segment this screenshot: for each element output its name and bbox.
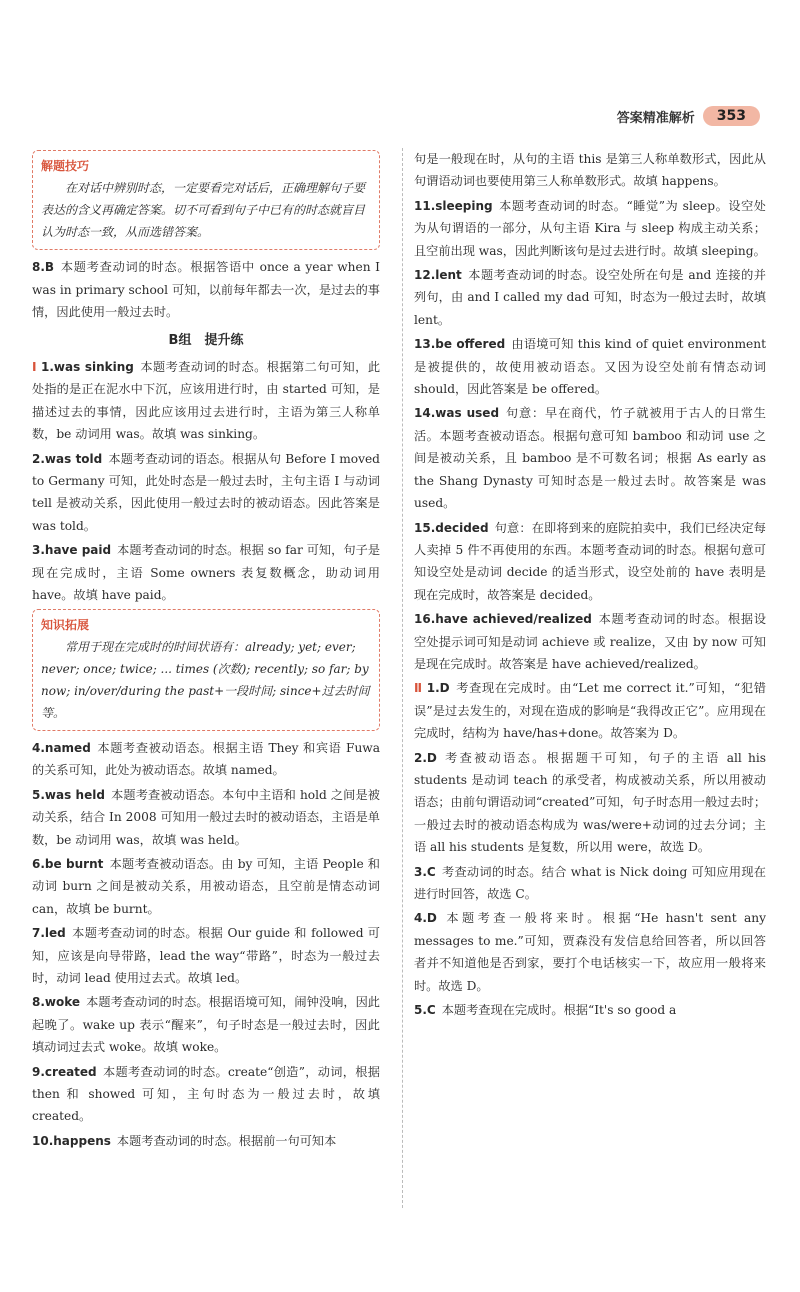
answer-key: 5.was held (32, 787, 105, 802)
answer-key: 15.decided (414, 520, 489, 535)
answer-explanation: 本题考查动词的语态。根据从句 Before I moved to Germany 可知，此处时态是一般过去时，主句主语 I 与动词 tell 是被动关系，因此使用一般过去时的被动语态。因此答案是 was told。 (32, 451, 380, 533)
answer-key: 8.B (32, 260, 55, 275)
answer-key: 3.have paid (32, 543, 112, 558)
answer-item (414, 517, 766, 607)
answer-key: 2.was told (32, 451, 103, 466)
answer-item (414, 747, 766, 859)
column-divider (402, 148, 403, 1208)
answer-item (32, 922, 380, 989)
answer-item (32, 991, 380, 1058)
answer-key: 14.was used (414, 406, 500, 421)
extension-box (32, 609, 380, 731)
answer-key: 13.be offered (414, 337, 506, 352)
answer-explanation: 本题考查动词的时态。根据答语中 once a year when I was in primary school 可知，以前每年都去一次，是过去的事情，因此使用一般过去时。 (32, 260, 380, 320)
answer-item (414, 195, 766, 262)
answer-item (32, 1130, 380, 1152)
extension-title: 知识拓展 (41, 617, 90, 632)
answer-explanation: 考查动词的时态。结合 what is Nick doing 可知应用现在进行时回答，故选 C。 (414, 864, 766, 901)
answer-item (414, 677, 766, 744)
tip-title: 解题技巧 (41, 159, 90, 173)
answer-explanation: 本题考查动词的时态。根据设空处提示词可知是动词 achieve 或 realize，又由 by now 可知是现在完成时。故答案是 have achieved/realized。 (414, 612, 767, 671)
answer-key: 10.happens (32, 1133, 111, 1148)
answer-key: 6.be burnt (32, 856, 104, 871)
answer-explanation: 本题考查动词的时态。create“创造”，动词，根据 then 和 showed 可知，主句时态为一般过去时，故填 created。 (32, 1064, 380, 1124)
section-numeral: Ⅱ (414, 681, 423, 696)
answer-item (32, 539, 380, 606)
tip-text: 在对话中辨别时态，一定要看完对话后，正确理解句子要表达的含义再确定答案。切不可看到句子中已有的时态就盲目认为时态一致，从而选错答案。 (41, 181, 366, 240)
answer-explanation: 本题考查动词的时态。根据 so far 可知，句子是现在完成时，主语 Some owners 表复数概念，助动词用 have。故填 have paid。 (32, 543, 381, 603)
group-heading: B组 提升练 (168, 332, 244, 348)
answer-explanation: 由语境可知 this kind of quiet environment 是被提供的，故使用被动语态。又因为设空处前有情态动词 should，因此答案是 be offered。 (414, 337, 766, 397)
answer-item (414, 264, 766, 331)
answer-explanation: 本题考查动词的时态。根据语境可知，闹钟没响，因此起晚了。wake up 表示“醒来”，句子时态是一般过去时，因此填动词过去式 woke。故填 woke。 (32, 995, 380, 1055)
answer-explanation: 本题考查被动语态。根据主语 They 和宾语 Fuwa 的关系可知，此处为被动语态。故填 named。 (32, 740, 380, 778)
continued-text: 句是一般现在时，从句的主语 this 是第三人称单数形式，因此从句谓语动词也要使用第三人称单数形式。故填 happens。 (414, 152, 766, 189)
answer-key: 4.D (414, 911, 437, 926)
answer-explanation: 本题考查动词的时态。根据第二句可知，此处指的是正在泥水中下沉，应该用进行时，由 started 可知，是描述过去的事情，因此应该用过去进行时，主语为第三人称单数，be 动词用 was。故填 was sinking。 (32, 360, 381, 442)
answer-key: 4.named (32, 740, 91, 755)
answer-key: 3.C (414, 864, 436, 879)
answer-explanation: 本题考查动词的时态。设空处所在句是 and 连接的并列句，由 and I called my dad 可知，时态为一般过去时，故填 lent。 (414, 268, 766, 327)
answer-item (32, 448, 380, 538)
answer-explanation: 句意：在即将到来的庭院拍卖中，我们已经决定每人卖掉 5 件不再使用的东西。本题考查动词的时态。根据句意可知设空处是动词 decide 的适当形式，设空处前的 have 表明是现在完成时，故答案是 decided。 (414, 520, 766, 602)
answer-explanation: 本题考查动词的时态。根据前一句可知本 (116, 1133, 337, 1148)
answer-key: 11.sleeping (414, 198, 493, 213)
answer-item (414, 608, 766, 675)
section-numeral: Ⅰ (32, 360, 37, 375)
answer-explanation: 本题考查一般将来时。根据“He hasn't sent any messages to me.”可知，贾森没有发信息给回答者，所以回答者并不知道他是否到家，要打个电话核实一下，故应用一般将来时。故选 D。 (414, 911, 766, 993)
answer-explanation: 考查现在完成时。由“Let me correct it.”可知，“犯错误”是过去发生的，对现在造成的影响是“我得改正它”。应用现在完成时，结构为 have/has+done。故答案为 D。 (414, 681, 766, 741)
answer-key: 8.woke (32, 995, 81, 1010)
answer-explanation: 本题考查被动语态。由 by 可知，主语 People 和动词 burn 之间是被动关系，用被动语态，且空前是情态动词 can，故填 be burnt。 (32, 856, 380, 916)
answer-item (32, 737, 380, 782)
answer-explanation: 本题考查动词的时态。根据 Our guide 和 followed 可知，应该是向导带路，lead the way“带路”，时态为一般过去时，动词 lead 使用过去式。故填 led。 (32, 926, 380, 985)
answer-item (414, 861, 766, 906)
answer-item (414, 907, 766, 997)
answer-item (32, 256, 380, 323)
answer-item (32, 853, 380, 920)
answer-item (32, 1061, 380, 1128)
answer-key: 1.was sinking (41, 360, 134, 375)
answer-key: 16.have achieved/realized (414, 612, 592, 627)
answer-explanation: 句意：早在商代，竹子就被用于古人的日常生活。本题考查被动语态。根据句意可知 bamboo 和动词 use 之间是被动关系，且 bamboo 是不可数名词；根据 As early as the Shang Dynasty 可知时态是一般过去时。故答案是 was used。 (414, 406, 766, 511)
answer-explanation: 本题考查动词的时态。“睡觉”为 sleep。设空处为从句谓语的一部分，从句主语 Kira 与 sleep 构成主动关系；且空前出现 was，因此判断该句是过去进行时。故填 sleeping。 (414, 198, 766, 258)
answer-key: 1.D (426, 681, 450, 696)
page-header (617, 106, 760, 126)
section-title: 答案精准解析 (616, 110, 695, 126)
answer-item (32, 784, 380, 851)
tip-box (32, 150, 380, 250)
answer-item (32, 356, 380, 446)
extension-text: 常用于现在完成时的时间状语有：already; yet; ever; never; once; twice; ... times (次数); recently; so far; by now; in/over/during the past+一段时间; since+过去时间等。 (41, 639, 370, 720)
answer-item (414, 402, 766, 514)
right-column (414, 148, 766, 1023)
answer-explanation: 本题考查现在完成时。根据“It's so good a (441, 1003, 677, 1018)
answer-explanation: 本题考查被动语态。本句中主语和 hold 之间是被动关系，结合 In 2008 可知用一般过去时的被动语态，主语是单数，be 动词用 was，故填 was held。 (32, 787, 380, 847)
answer-item (414, 333, 766, 400)
answer-key: 7.led (32, 926, 66, 941)
left-column (32, 148, 380, 1154)
answer-item (414, 999, 766, 1021)
answer-explanation: 考查被动语态。根据题干可知，句子的主语 all his students 是动词 teach 的承受者，构成被动关系，所以用被动语态；由前句谓语动词“created”可知，句子时态用一般过去时；一般过去时的被动语态构成为 was/were+动词的过去分词；主语 all his students 是复数，所以用 were，故选 D。 (414, 750, 767, 855)
answer-key: 12.lent (414, 268, 462, 283)
answer-key: 9.created (32, 1064, 97, 1079)
answer-key: 5.C (414, 1003, 436, 1018)
page-number: 353 (703, 106, 760, 126)
answer-key: 2.D (414, 750, 437, 765)
